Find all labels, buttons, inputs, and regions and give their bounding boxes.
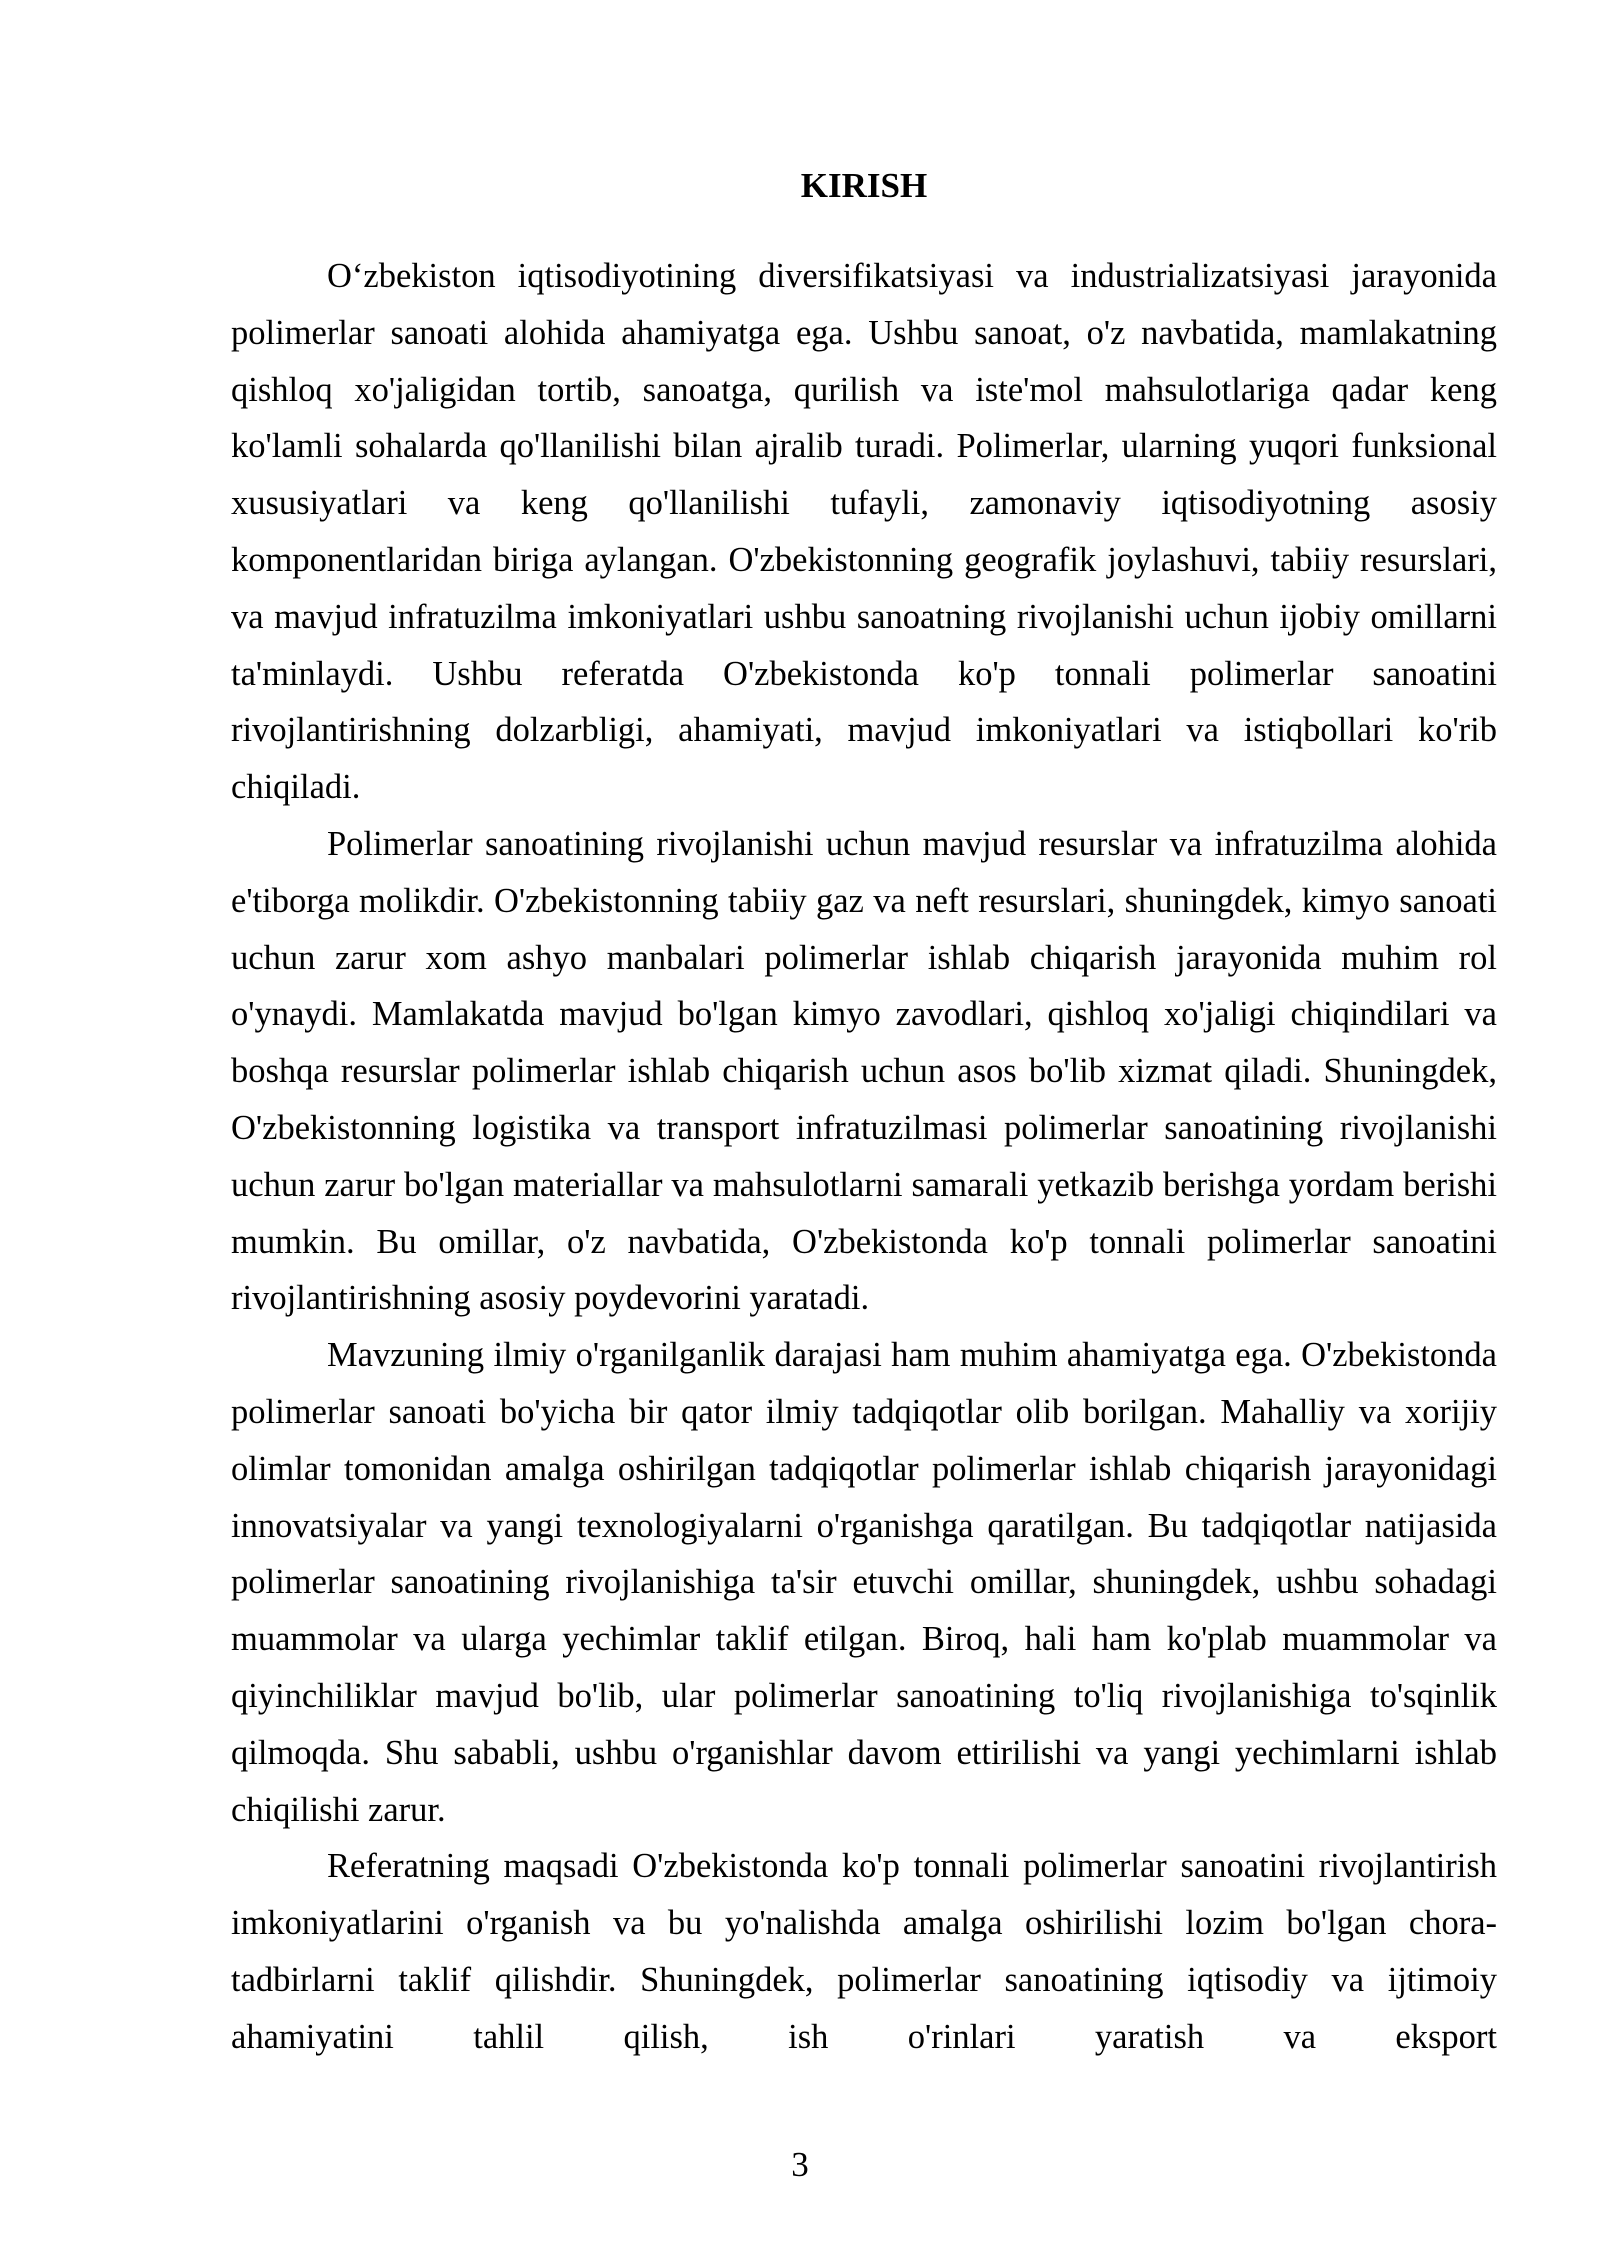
paragraph-1: O‘zbekiston iqtisodiyotining diversifikatsiyasi va industrializatsiyasi jarayonida polimerlar sanoati alohida ahamiyatga ega. Ushbu sanoat, o'z navbatida, mamlakatning qishloq xo'jaligidan tortib, sanoatga, qurilish va iste'mol mahsulotlariga qadar keng ko'lamli sohalarda qo'llanilishi bilan ajralib turadi. Polimerlar, ularning yuqori funksional xususiyatlari va keng qo'llanilishi tufayli, zamonaviy iqtisodiyotning asosiy komponentlaridan biriga aylangan. O'zbekistonning geografik joylashuvi, tabiiy resurslari, va mavjud infratuzilma imkoniyatlari ushbu sanoatning rivojlanishi uchun ijobiy omillarni ta'minlaydi. Ushbu referatda O'zbekistonda ko'p tonnali polimerlar sanoatini rivojlantirishning dolzarbligi, ahamiyati, mavjud imkoniyatlari va istiqbollari ko'rib chiqiladi. <box>231 257 1497 807</box>
paragraph-4: Referatning maqsadi O'zbekistonda ko'p tonnali polimerlar sanoatini rivojlantirish imkoniyatlarini o'rganish va bu yo'nalishda amalga oshirilishi lozim bo'lgan chora-tadbirlarni taklif qilishdir. Shuningdek, polimerlar sanoatining iqtisodiy va ijtimoiy ahamiyatini tahlil qilish, ish o'rinlari yaratish va eksport <box>231 1847 1497 2056</box>
paragraph-3: Mavzuning ilmiy o'rganilganlik darajasi ham muhim ahamiyatga ega. O'zbekistonda polimerlar sanoati bo'yicha bir qator ilmiy tadqiqotlar olib borilgan. Mahalliy va xorijiy olimlar tomonidan amalga oshirilgan tadqiqotlar polimerlar ishlab chiqarish jarayonidagi innovatsiyalar va yangi texnologiyalarni o'rganishga qaratilgan. Bu tadqiqotlar natijasida polimerlar sanoatining rivojlanishiga ta'sir etuvchi omillar, shuningdek, ushbu sohadagi muammolar va ularga yechimlar taklif etilgan. Biroq, hali ham ko'plab muammolar va qiyinchiliklar mavjud bo'lib, ular polimerlar sanoatining to'liq rivojlanishiga to'sqinlik qilmoqda. Shu sababli, ushbu o'rganishlar davom ettirilishi va yangi yechimlarni ishlab chiqilishi zarur. <box>231 1336 1497 1829</box>
paragraph-2: Polimerlar sanoatining rivojlanishi uchun mavjud resurslar va infratuzilma alohida e'tiborga molikdir. O'zbekistonning tabiiy gaz va neft resurslari, shuningdek, kimyo sanoati uchun zarur xom ashyo manbalari polimerlar ishlab chiqarish jarayonida muhim rol o'ynaydi. Mamlakatda mavjud bo'lgan kimyo zavodlari, qishloq xo'jaligi chiqindilari va boshqa resurslar polimerlar ishlab chiqarish uchun asos bo'lib xizmat qiladi. Shuningdek, O'zbekistonning logistika va transport infratuzilmasi polimerlar sanoatining rivojlanishi uchun zarur bo'lgan materiallar va mahsulotlarni samarali yetkazib berishga yordam berishi mumkin. Bu omillar, o'z navbatida, O'zbekistonda ko'p tonnali polimerlar sanoatini rivojlantirishning asosiy poydevorini yaratadi. <box>231 824 1497 1318</box>
section-heading: KIRISH <box>800 166 928 205</box>
page-number: 3 <box>791 2145 809 2184</box>
body-text <box>231 248 1497 2066</box>
